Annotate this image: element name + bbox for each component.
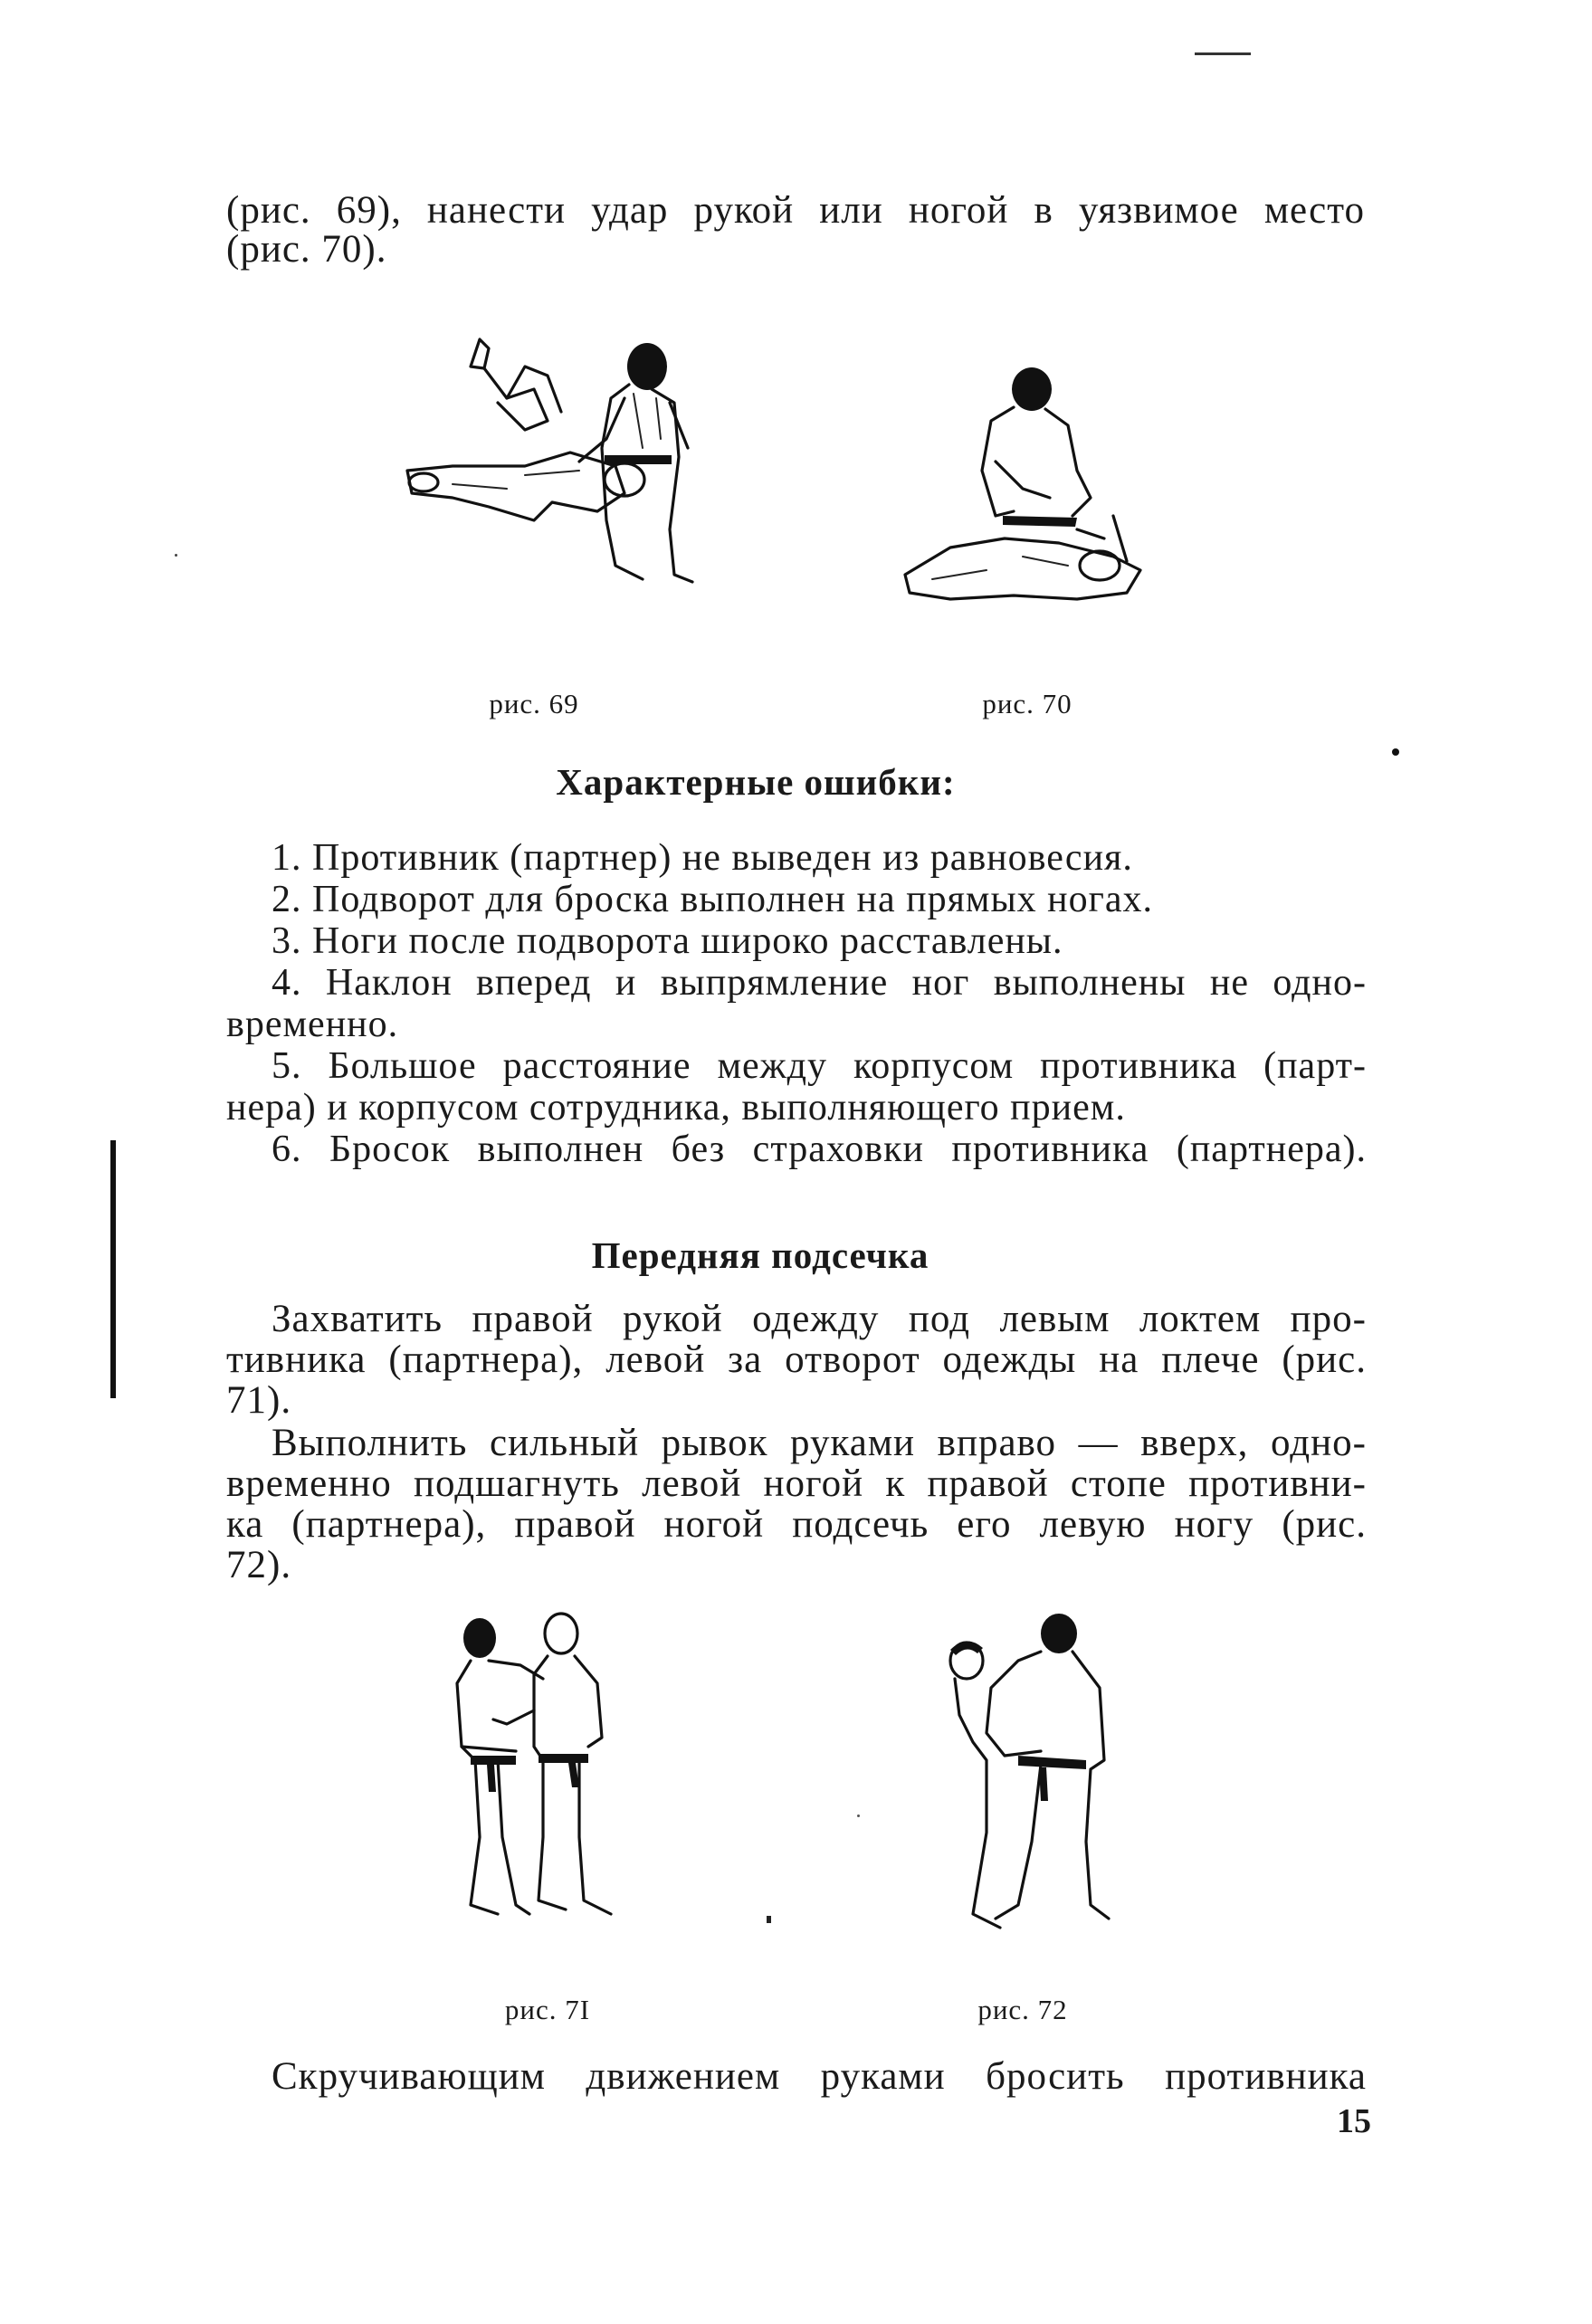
para2-line-1: Выполнить сильный рывок руками вправо — вверх, одно-: [272, 1422, 1367, 1464]
figure-72-caption: рис. 72: [977, 1994, 1068, 2025]
error-item-4-cont: временно.: [226, 1004, 399, 1045]
top-rule: [1195, 52, 1251, 55]
error-item-3: 3. Ноги после подворота широко расставлены.: [272, 920, 1063, 962]
intro-line-1: (рис. 69), нанести удар рукой или ногой в уязвимое место: [226, 189, 1365, 232]
error-item-2: 2. Подворот для броска выполнен на прямых ногах.: [272, 879, 1154, 920]
intro-line-2: (рис. 70).: [226, 228, 387, 271]
figure-70-strike-illustration: [896, 362, 1149, 606]
stray-mark: [175, 554, 177, 557]
error-item-5-cont: нера) и корпусом сотрудника, выполняющего прием.: [226, 1087, 1126, 1129]
para2-line-2: временно подшагнуть левой ногой к правой стопе противни-: [226, 1462, 1367, 1505]
error-item-4: 4. Наклон вперед и выпрямление ног выполнены не одно-: [272, 962, 1367, 1004]
error-item-5: 5. Большое расстояние между корпусом противника (парт-: [272, 1045, 1367, 1087]
figure-69-throw-illustration: [398, 312, 706, 584]
margin-bar: [110, 1140, 116, 1398]
stray-mark: [857, 1814, 860, 1817]
section-heading: Передняя подсечка: [591, 1234, 929, 1276]
para1-line-3: 71).: [226, 1379, 292, 1422]
para2-line-4: 72).: [226, 1544, 292, 1586]
figure-70-caption: рис. 70: [982, 688, 1072, 719]
para1-line-2: тивника (партнера), левой за отворот одежды на плече (рис.: [226, 1338, 1367, 1381]
figure-71-caption: рис. 7I: [504, 1994, 591, 2025]
figure-72-sweep-illustration: [932, 1606, 1113, 1941]
para2-line-3: ка (партнера), правой ногой подсечь его левую ногу (рис.: [226, 1503, 1367, 1546]
error-item-1: 1. Противник (партнер) не выведен из равновесия.: [272, 837, 1133, 879]
errors-heading: Характерные ошибки:: [556, 761, 956, 803]
stray-mark: [767, 1916, 771, 1923]
stray-mark: [1392, 748, 1399, 756]
final-line: Скручивающим движением руками бросить противника: [272, 2055, 1367, 2098]
page-number: 15: [1337, 2102, 1371, 2140]
error-item-6: 6. Бросок выполнен без страховки противника (партнера).: [272, 1129, 1367, 1170]
para1-line-1: Захватить правой рукой одежду под левым локтем про-: [272, 1298, 1367, 1340]
figure-71-grip-illustration: [443, 1602, 634, 1923]
figure-69-caption: рис. 69: [489, 688, 579, 719]
